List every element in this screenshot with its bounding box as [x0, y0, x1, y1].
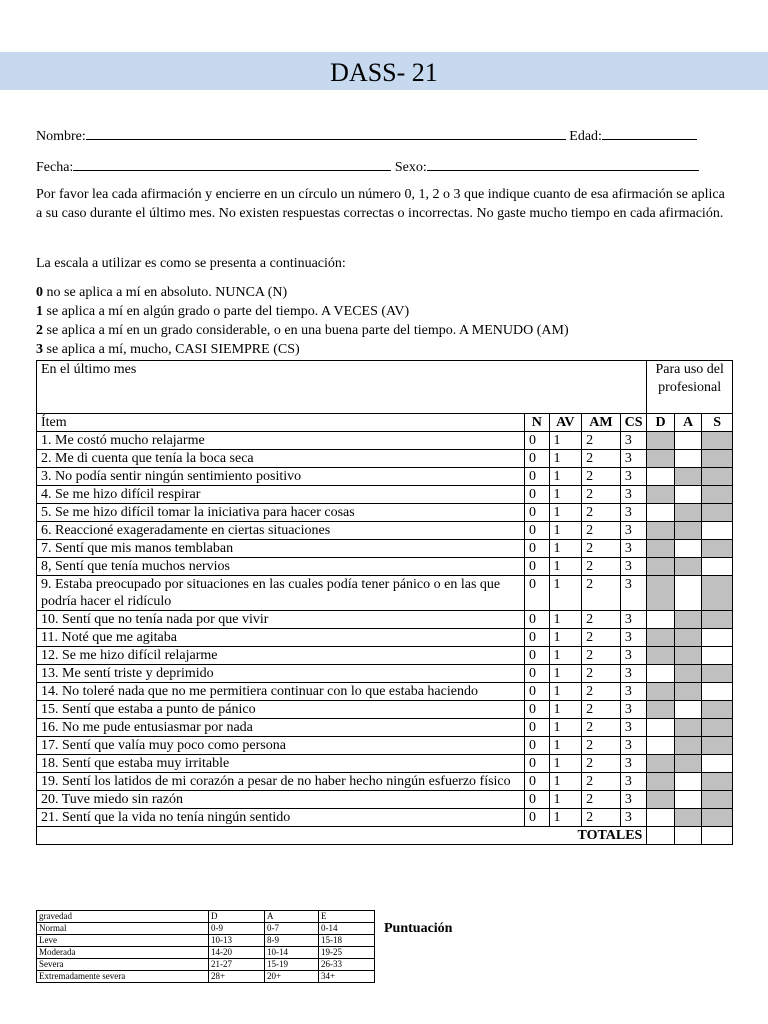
- prof-s-cell: [702, 450, 733, 468]
- item-text: 8, Sentí que tenía muchos nervios: [37, 558, 525, 576]
- severity-cell: 21-27: [209, 959, 265, 971]
- answer-option[interactable]: 3: [620, 665, 647, 683]
- prof-s-cell: [702, 468, 733, 486]
- nombre-field[interactable]: [86, 126, 566, 140]
- answer-option[interactable]: 0: [525, 719, 549, 737]
- answer-option[interactable]: 2: [582, 540, 621, 558]
- table-row: [37, 809, 733, 827]
- prof-d-cell: [647, 611, 675, 629]
- answer-option[interactable]: 0: [525, 522, 549, 540]
- prof-s-cell: [702, 683, 733, 701]
- prof-d-cell: [647, 432, 675, 450]
- severity-row: [37, 947, 375, 959]
- answer-option[interactable]: 2: [582, 504, 621, 522]
- answer-option[interactable]: 3: [620, 432, 647, 450]
- prof-a-cell: [674, 719, 702, 737]
- severity-table: [36, 910, 375, 983]
- table-row: [37, 719, 733, 737]
- table-row: [37, 737, 733, 755]
- answer-option[interactable]: 1: [549, 540, 582, 558]
- answer-option[interactable]: 3: [620, 773, 647, 791]
- prof-d-cell: [647, 522, 675, 540]
- answer-option[interactable]: 2: [582, 629, 621, 647]
- fecha-row: [36, 157, 699, 177]
- prof-a-cell: [674, 809, 702, 827]
- item-text: 5. Se me hizo difícil tomar la iniciativa para hacer cosas: [37, 504, 525, 522]
- answer-option[interactable]: 2: [582, 719, 621, 737]
- prof-s-cell: [702, 611, 733, 629]
- answer-option[interactable]: 2: [582, 791, 621, 809]
- severity-header: D: [209, 911, 265, 923]
- prof-a-cell: [674, 576, 702, 611]
- answer-option[interactable]: 2: [582, 522, 621, 540]
- answer-option[interactable]: 3: [620, 522, 647, 540]
- dass-table: [36, 360, 733, 845]
- severity-row: [37, 971, 375, 983]
- answer-option[interactable]: 2: [582, 701, 621, 719]
- answer-option[interactable]: 1: [549, 486, 582, 504]
- table-row: [37, 504, 733, 522]
- answer-option[interactable]: 0: [525, 791, 549, 809]
- item-text: 17. Sentí que valía muy poco como persona: [37, 737, 525, 755]
- item-text: 14. No toleré nada que no me permitiera continuar con lo que estaba haciendo: [37, 683, 525, 701]
- severity-cell: 0-14: [319, 923, 375, 935]
- answer-option[interactable]: 3: [620, 450, 647, 468]
- answer-option[interactable]: 1: [549, 504, 582, 522]
- severity-cell: Normal: [37, 923, 209, 935]
- answer-option[interactable]: 0: [525, 486, 549, 504]
- answer-option[interactable]: 0: [525, 576, 549, 611]
- answer-option[interactable]: 3: [620, 468, 647, 486]
- prof-s-cell: [702, 558, 733, 576]
- item-text: 6. Reaccioné exageradamente en ciertas situaciones: [37, 522, 525, 540]
- answer-option[interactable]: 0: [525, 432, 549, 450]
- prof-a-cell: [674, 629, 702, 647]
- header-n: N: [525, 414, 549, 432]
- prof-a-cell: [674, 486, 702, 504]
- answer-option[interactable]: 1: [549, 432, 582, 450]
- table-row: [37, 791, 733, 809]
- header-a: A: [674, 414, 702, 432]
- item-text: 12. Se me hizo difícil relajarme: [37, 647, 525, 665]
- prof-d-cell: [647, 576, 675, 611]
- answer-option[interactable]: 1: [549, 522, 582, 540]
- answer-option[interactable]: 3: [620, 755, 647, 773]
- prof-s-cell: [702, 576, 733, 611]
- prof-d-cell: [647, 683, 675, 701]
- severity-cell: 14-20: [209, 947, 265, 959]
- prof-d-cell: [647, 665, 675, 683]
- answer-option[interactable]: 0: [525, 809, 549, 827]
- answer-option[interactable]: 3: [620, 683, 647, 701]
- nombre-label: Nombre:: [36, 129, 86, 144]
- prof-d-cell: [647, 540, 675, 558]
- severity-cell: 0-9: [209, 923, 265, 935]
- puntuacion-label: Puntuación: [384, 921, 453, 936]
- answer-option[interactable]: 0: [525, 773, 549, 791]
- severity-cell: 8-9: [265, 935, 319, 947]
- prof-d-cell: [647, 468, 675, 486]
- answer-option[interactable]: 2: [582, 755, 621, 773]
- answer-option[interactable]: 2: [582, 737, 621, 755]
- answer-option[interactable]: 2: [582, 450, 621, 468]
- answer-option[interactable]: 0: [525, 737, 549, 755]
- prof-a-cell: [674, 773, 702, 791]
- prof-d-cell: [647, 504, 675, 522]
- answer-option[interactable]: 3: [620, 701, 647, 719]
- fecha-field[interactable]: [73, 157, 391, 171]
- answer-option[interactable]: 2: [582, 809, 621, 827]
- answer-option[interactable]: 3: [620, 576, 647, 611]
- severity-header: E: [319, 911, 375, 923]
- answer-option[interactable]: 3: [620, 791, 647, 809]
- answer-option[interactable]: 3: [620, 558, 647, 576]
- answer-option[interactable]: 0: [525, 468, 549, 486]
- item-text: 4. Se me hizo difícil respirar: [37, 486, 525, 504]
- table-row: [37, 540, 733, 558]
- total-d-cell[interactable]: [647, 827, 675, 845]
- professional-use-label: Para uso del profesional: [647, 361, 733, 414]
- severity-header-row: [37, 911, 375, 923]
- severity-header: gravedad: [37, 911, 209, 923]
- severity-cell: Severa: [37, 959, 209, 971]
- table-row: [37, 773, 733, 791]
- scale-item-0: 0 no se aplica a mí en absoluto. NUNCA (N): [36, 285, 288, 300]
- item-text: 13. Me sentí triste y deprimido: [37, 665, 525, 683]
- prof-a-cell: [674, 701, 702, 719]
- severity-cell: 15-18: [319, 935, 375, 947]
- answer-option[interactable]: 1: [549, 611, 582, 629]
- prof-d-cell: [647, 773, 675, 791]
- severity-row: [37, 959, 375, 971]
- answer-option[interactable]: 3: [620, 629, 647, 647]
- severity-cell: Leve: [37, 935, 209, 947]
- severity-cell: 10-14: [265, 947, 319, 959]
- prof-a-cell: [674, 737, 702, 755]
- prof-d-cell: [647, 701, 675, 719]
- header-cs: CS: [620, 414, 647, 432]
- header-row: [37, 414, 733, 432]
- total-s-cell[interactable]: [702, 827, 733, 845]
- item-text: 20. Tuve miedo sin razón: [37, 791, 525, 809]
- table-row: [37, 701, 733, 719]
- prof-a-cell: [674, 450, 702, 468]
- severity-cell: 26-33: [319, 959, 375, 971]
- header-s: S: [702, 414, 733, 432]
- table-row: [37, 683, 733, 701]
- prof-a-cell: [674, 432, 702, 450]
- severity-cell: 20+: [265, 971, 319, 983]
- prof-a-cell: [674, 665, 702, 683]
- answer-option[interactable]: 1: [549, 809, 582, 827]
- prof-d-cell: [647, 737, 675, 755]
- answer-option[interactable]: 1: [549, 701, 582, 719]
- prof-s-cell: [702, 432, 733, 450]
- severity-cell: 34+: [319, 971, 375, 983]
- severity-cell: 15-19: [265, 959, 319, 971]
- totals-row: [37, 827, 733, 845]
- scale-item-3: 3 se aplica a mí, mucho, CASI SIEMPRE (CS): [36, 342, 300, 357]
- answer-option[interactable]: 3: [620, 611, 647, 629]
- edad-label: Edad:: [569, 129, 602, 144]
- prof-a-cell: [674, 755, 702, 773]
- period-row: [37, 361, 733, 414]
- instructions: Por favor lea cada afirmación y encierre en un círculo un número 0, 1, 2 o 3 que indique cuanto de esa afirmación se aplica a su caso durante el último mes. No existen respuestas correctas o incorrectas. No gaste mucho tiempo en cada afirmación.: [36, 187, 725, 221]
- answer-option[interactable]: 2: [582, 773, 621, 791]
- prof-s-cell: [702, 540, 733, 558]
- answer-option[interactable]: 1: [549, 576, 582, 611]
- nombre-row: [36, 126, 697, 146]
- item-header: Ítem: [37, 414, 525, 432]
- answer-option[interactable]: 0: [525, 558, 549, 576]
- answer-option[interactable]: 2: [582, 558, 621, 576]
- page-title: DASS- 21: [330, 58, 438, 87]
- table-row: [37, 450, 733, 468]
- table-row: [37, 611, 733, 629]
- prof-s-cell: [702, 719, 733, 737]
- item-text: 18. Sentí que estaba muy irritable: [37, 755, 525, 773]
- item-text: 7. Sentí que mis manos temblaban: [37, 540, 525, 558]
- item-text: 10. Sentí que no tenía nada por que vivir: [37, 611, 525, 629]
- severity-header: A: [265, 911, 319, 923]
- answer-option[interactable]: 0: [525, 540, 549, 558]
- answer-option[interactable]: 2: [582, 486, 621, 504]
- severity-cell: Moderada: [37, 947, 209, 959]
- answer-option[interactable]: 2: [582, 665, 621, 683]
- answer-option[interactable]: 2: [582, 432, 621, 450]
- scale-item-1: 1 se aplica a mí en algún grado o parte del tiempo. A VECES (AV): [36, 304, 410, 319]
- answer-option[interactable]: 1: [549, 719, 582, 737]
- prof-a-cell: [674, 558, 702, 576]
- prof-a-cell: [674, 540, 702, 558]
- table-row: [37, 665, 733, 683]
- total-a-cell[interactable]: [674, 827, 702, 845]
- answer-option[interactable]: 0: [525, 647, 549, 665]
- answer-option[interactable]: 3: [620, 486, 647, 504]
- item-text: 21. Sentí que la vida no tenía ningún sentido: [37, 809, 525, 827]
- prof-s-cell: [702, 522, 733, 540]
- answer-option[interactable]: 0: [525, 755, 549, 773]
- table-row: [37, 647, 733, 665]
- prof-d-cell: [647, 450, 675, 468]
- sexo-label: Sexo:: [394, 160, 427, 175]
- prof-d-cell: [647, 629, 675, 647]
- answer-option[interactable]: 1: [549, 468, 582, 486]
- answer-option[interactable]: 3: [620, 647, 647, 665]
- prof-s-cell: [702, 773, 733, 791]
- period-label: En el último mes: [37, 361, 647, 414]
- totals-label: TOTALES: [37, 827, 647, 845]
- table-row: [37, 558, 733, 576]
- severity-cell: 19-25: [319, 947, 375, 959]
- severity-cell: 10-13: [209, 935, 265, 947]
- answer-option[interactable]: 1: [549, 773, 582, 791]
- prof-s-cell: [702, 504, 733, 522]
- prof-d-cell: [647, 791, 675, 809]
- item-text: 19. Sentí los latidos de mi corazón a pesar de no haber hecho ningún esfuerzo físico: [37, 773, 525, 791]
- prof-a-cell: [674, 504, 702, 522]
- answer-option[interactable]: 0: [525, 504, 549, 522]
- answer-option[interactable]: 2: [582, 611, 621, 629]
- prof-s-cell: [702, 486, 733, 504]
- prof-s-cell: [702, 701, 733, 719]
- table-row: [37, 576, 733, 611]
- prof-d-cell: [647, 647, 675, 665]
- edad-field[interactable]: [602, 126, 697, 140]
- prof-a-cell: [674, 468, 702, 486]
- answer-option[interactable]: 2: [582, 647, 621, 665]
- item-text: 3. No podía sentir ningún sentimiento positivo: [37, 468, 525, 486]
- answer-option[interactable]: 2: [582, 468, 621, 486]
- severity-row: [37, 923, 375, 935]
- prof-d-cell: [647, 486, 675, 504]
- answer-option[interactable]: 1: [549, 737, 582, 755]
- prof-a-cell: [674, 683, 702, 701]
- answer-option[interactable]: 2: [582, 683, 621, 701]
- answer-option[interactable]: 1: [549, 683, 582, 701]
- prof-s-cell: [702, 647, 733, 665]
- prof-d-cell: [647, 719, 675, 737]
- table-row: [37, 468, 733, 486]
- item-text: 2. Me di cuenta que tenía la boca seca: [37, 450, 525, 468]
- answer-option[interactable]: 0: [525, 450, 549, 468]
- severity-cell: 0-7: [265, 923, 319, 935]
- answer-option[interactable]: 0: [525, 683, 549, 701]
- table-row: [37, 755, 733, 773]
- answer-option[interactable]: 2: [582, 576, 621, 611]
- sexo-field[interactable]: [427, 157, 699, 171]
- prof-a-cell: [674, 647, 702, 665]
- prof-d-cell: [647, 558, 675, 576]
- item-text: 1. Me costó mucho relajarme: [37, 432, 525, 450]
- prof-a-cell: [674, 611, 702, 629]
- answer-option[interactable]: 3: [620, 719, 647, 737]
- prof-d-cell: [647, 755, 675, 773]
- answer-option[interactable]: 0: [525, 611, 549, 629]
- item-text: 16. No me pude entusiasmar por nada: [37, 719, 525, 737]
- table-row: [37, 629, 733, 647]
- answer-option[interactable]: 1: [549, 647, 582, 665]
- prof-s-cell: [702, 665, 733, 683]
- table-row: [37, 486, 733, 504]
- table-row: [37, 432, 733, 450]
- answer-option[interactable]: 3: [620, 809, 647, 827]
- item-text: 11. Noté que me agitaba: [37, 629, 525, 647]
- severity-cell: Extremadamente severa: [37, 971, 209, 983]
- answer-option[interactable]: 1: [549, 791, 582, 809]
- prof-s-cell: [702, 809, 733, 827]
- answer-option[interactable]: 3: [620, 504, 647, 522]
- answer-option[interactable]: 0: [525, 629, 549, 647]
- answer-option[interactable]: 0: [525, 701, 549, 719]
- fecha-label: Fecha:: [36, 160, 74, 175]
- prof-s-cell: [702, 791, 733, 809]
- answer-option[interactable]: 3: [620, 540, 647, 558]
- table-row: [37, 522, 733, 540]
- prof-s-cell: [702, 629, 733, 647]
- answer-option[interactable]: 1: [549, 629, 582, 647]
- answer-option[interactable]: 0: [525, 665, 549, 683]
- prof-a-cell: [674, 522, 702, 540]
- header-d: D: [647, 414, 675, 432]
- answer-option[interactable]: 1: [549, 665, 582, 683]
- item-text: 9. Estaba preocupado por situaciones en las cuales podía tener pánico o en las que podría hacer el ridículo: [37, 576, 525, 611]
- severity-cell: 28+: [209, 971, 265, 983]
- prof-d-cell: [647, 809, 675, 827]
- header-av: AV: [549, 414, 582, 432]
- answer-option[interactable]: 3: [620, 737, 647, 755]
- scale-item-2: 2 se aplica a mí en un grado considerable, o en una buena parte del tiempo. A MENUDO (AM): [36, 323, 569, 338]
- prof-s-cell: [702, 737, 733, 755]
- scale-intro: La escala a utilizar es como se presenta a continuación:: [36, 256, 346, 271]
- item-text: 15. Sentí que estaba a punto de pánico: [37, 701, 525, 719]
- prof-s-cell: [702, 755, 733, 773]
- header-am: AM: [582, 414, 621, 432]
- answer-option[interactable]: 1: [549, 450, 582, 468]
- severity-row: [37, 935, 375, 947]
- answer-option[interactable]: 1: [549, 755, 582, 773]
- prof-a-cell: [674, 791, 702, 809]
- answer-option[interactable]: 1: [549, 558, 582, 576]
